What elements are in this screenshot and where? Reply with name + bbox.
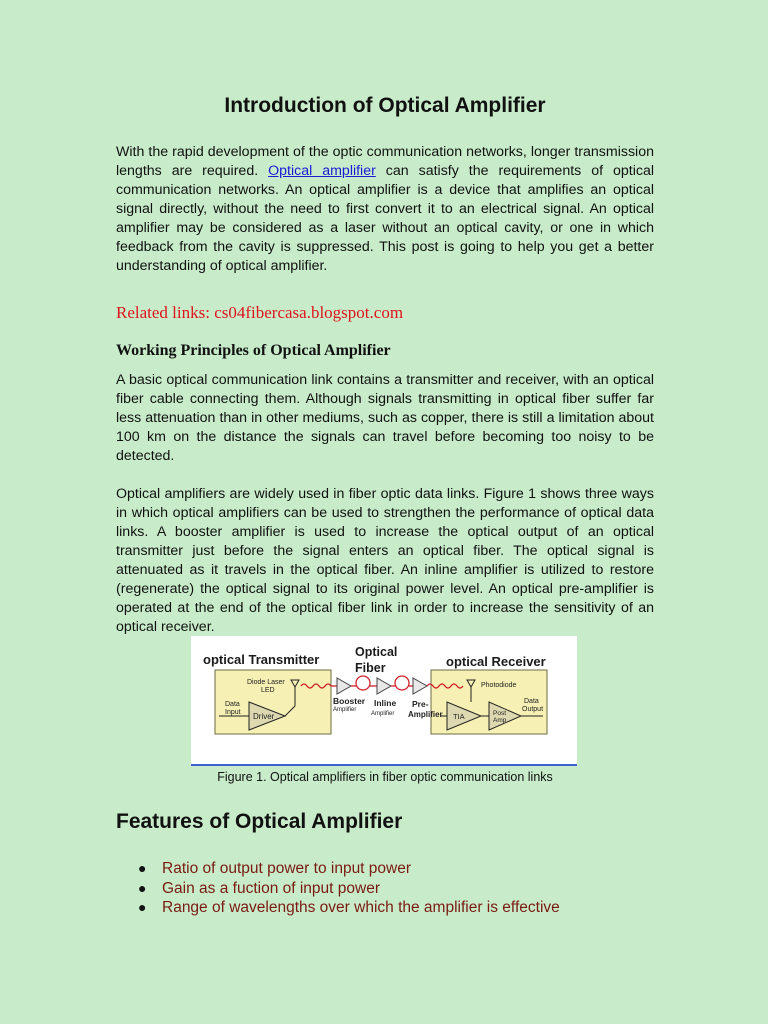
intro-text-after: can satisfy the requirements of optical communication networks. An optical amplifier is a device that amplifies an optical signal directly, without the need to first convert it to an electrical signal. An optical amplifier may be considered as a laser without an optical cavity, or one in which feedback from the cavity is suppressed. This post is going to help you get a better understanding of optical amplifier.: [116, 163, 654, 274]
figure-optical-link-diagram: [191, 636, 577, 766]
feature-item: [116, 859, 560, 879]
data-output-line1: Data: [524, 698, 539, 705]
diagram-svg: [191, 636, 577, 764]
pre-amplifier-icon: [413, 678, 427, 694]
booster-sub-label: Amplifier: [333, 707, 357, 713]
fiber-coil-1: [356, 676, 370, 690]
feature-text: Gain as a fuction of input power: [162, 879, 380, 897]
page-title: Introduction of Optical Amplifier: [224, 94, 546, 117]
pre-sub-label: Amplifier: [408, 710, 443, 719]
section-heading-working-principles: Working Principles of Optical Amplifier: [116, 342, 391, 359]
post-amp-line2: Amp: [493, 717, 507, 724]
feature-item: [116, 879, 560, 899]
inline-amplifier-icon: [377, 678, 391, 694]
fiber-label-line2: Fiber: [355, 661, 386, 675]
intro-paragraph: [116, 143, 654, 276]
inline-label: Inline: [374, 698, 397, 708]
post-amp-line1: Post: [493, 710, 507, 717]
diode-laser-label: Diode Laser: [247, 679, 285, 686]
bullet-icon: ●: [138, 899, 147, 915]
optical-amplifier-link[interactable]: Optical amplifier: [268, 163, 376, 179]
bullet-icon: ●: [138, 860, 147, 876]
led-label: LED: [261, 687, 275, 694]
data-input-line2: Input: [225, 709, 241, 716]
data-input-line1: Data: [225, 701, 240, 708]
photodiode-label: Photodiode: [481, 682, 517, 689]
booster-amplifier-icon: [337, 678, 351, 694]
feature-text: Range of wavelengths over which the amplifier is effective: [162, 899, 560, 916]
pre-label: Pre-: [412, 699, 429, 709]
receiver-label: optical Receiver: [446, 654, 546, 669]
paragraph-amplifier-uses: Optical amplifiers are widely used in fiber optic data links. Figure 1 shows three ways in which optical amplifiers can be used to strengthen the performance of optical data links. A booster amplifier is used to increase the optical output of an optical transmitter just before the signal enters an optical fiber. The optical signal is attenuated as it travels in the optical fiber. An inline amplifier is utilized to restore (regenerate) the optical signal to its original power level. An optical pre-amplifier is operated at the end of the optical fiber link in order to increase the sensitivity of an optical receiver.: [116, 486, 654, 635]
driver-label: Driver: [253, 712, 275, 721]
tia-label: TIA: [453, 712, 465, 721]
features-heading: Features of Optical Amplifier: [116, 810, 403, 833]
paragraph-basic-link: A basic optical communication link contains a transmitter and receiver, with an optical fiber cable connecting them. Although signals transmitting in optical fiber suffer far less attenuation than in other mediums, such as copper, there is still a limitation about 100 km on the distance the signals can travel before becoming too noisy to be detected.: [116, 372, 654, 464]
data-output-line2: Output: [522, 706, 544, 713]
intro-text-before: With the rapid development of the optic communication networks, longer transmission lengths are required.: [116, 144, 654, 179]
figure-caption: Figure 1. Optical amplifiers in fiber optic communication links: [217, 770, 553, 784]
features-list: [116, 859, 560, 918]
bullet-icon: ●: [138, 879, 147, 896]
fiber-coil-2: [395, 676, 409, 690]
feature-text: Ratio of output power to input power: [162, 860, 412, 877]
related-links[interactable]: Related links: cs04fibercasa.blogspot.com: [116, 303, 404, 322]
feature-item: [116, 898, 560, 918]
fiber-label-line1: Optical: [355, 645, 398, 659]
transmitter-label: optical Transmitter: [203, 652, 320, 667]
booster-label: Booster: [333, 696, 366, 706]
inline-sub-label: Amplifier: [371, 711, 395, 717]
